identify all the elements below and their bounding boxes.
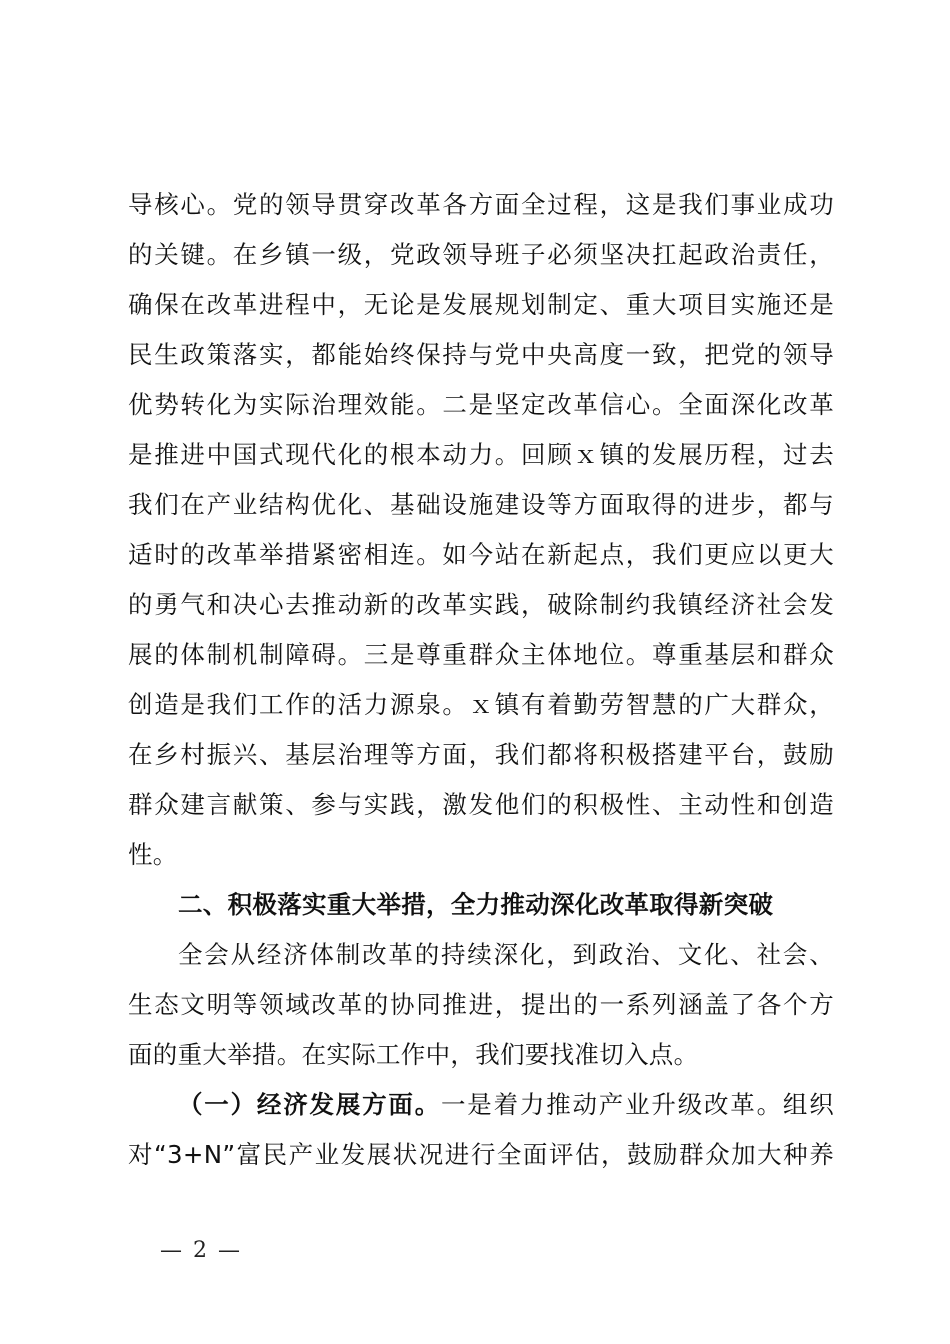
text-line: 导核心。党的领导贯穿改革各方面全过程，这是我们事业成功	[128, 190, 834, 219]
text-line: 生态文明等领域改革的协同推进，提出的一系列涵盖了各个方	[128, 990, 834, 1019]
body-text	[128, 180, 834, 1180]
text-line: 全会从经济体制改革的持续深化，到政治、文化、社会、	[178, 940, 834, 969]
text-line: 性。	[128, 840, 178, 869]
subsection-heading: （一）经济发展方面。	[178, 1090, 441, 1119]
text-line: 的勇气和决心去推动新的改革实践，破除制约我镇经济社会发	[128, 590, 834, 619]
text-line: 民生政策落实，都能始终保持与党中央高度一致，把党的领导	[128, 340, 834, 369]
section-heading: 二、积极落实重大举措，全力推动深化改革取得新突破	[178, 890, 774, 919]
text-line: 面的重大举措。在实际工作中，我们要找准切入点。	[128, 1040, 699, 1069]
text-line: 是推进中国式现代化的根本动力。回顾ｘ镇的发展历程，过去	[128, 440, 834, 469]
text-line: 优势转化为实际治理效能。二是坚定改革信心。全面深化改革	[128, 390, 834, 419]
text-line: 对“3+N”富民产业发展状况进行全面评估，鼓励群众加大种养	[128, 1140, 834, 1169]
text-line: 我们在产业结构优化、基础设施建设等方面取得的进步，都与	[128, 490, 834, 519]
text-line: 的关键。在乡镇一级，党政领导班子必须坚决扛起政治责任，	[128, 240, 834, 269]
text-line: 展的体制机制障碍。三是尊重群众主体地位。尊重基层和群众	[128, 640, 834, 669]
text-line	[128, 1080, 834, 1130]
text-line: 适时的改革举措紧密相连。如今站在新起点，我们更应以更大	[128, 540, 834, 569]
text-span: 一是着力推动产业升级改革。组织	[441, 1090, 834, 1119]
text-line: 创造是我们工作的活力源泉。ｘ镇有着勤劳智慧的广大群众，	[128, 690, 834, 719]
text-line: 在乡村振兴、基层治理等方面，我们都将积极搭建平台，鼓励	[128, 740, 834, 769]
text-line: 群众建言献策、参与实践，激发他们的积极性、主动性和创造	[128, 790, 834, 819]
page-number: — 2 —	[160, 1238, 242, 1263]
text-line: 确保在改革进程中，无论是发展规划制定、重大项目实施还是	[128, 290, 834, 319]
